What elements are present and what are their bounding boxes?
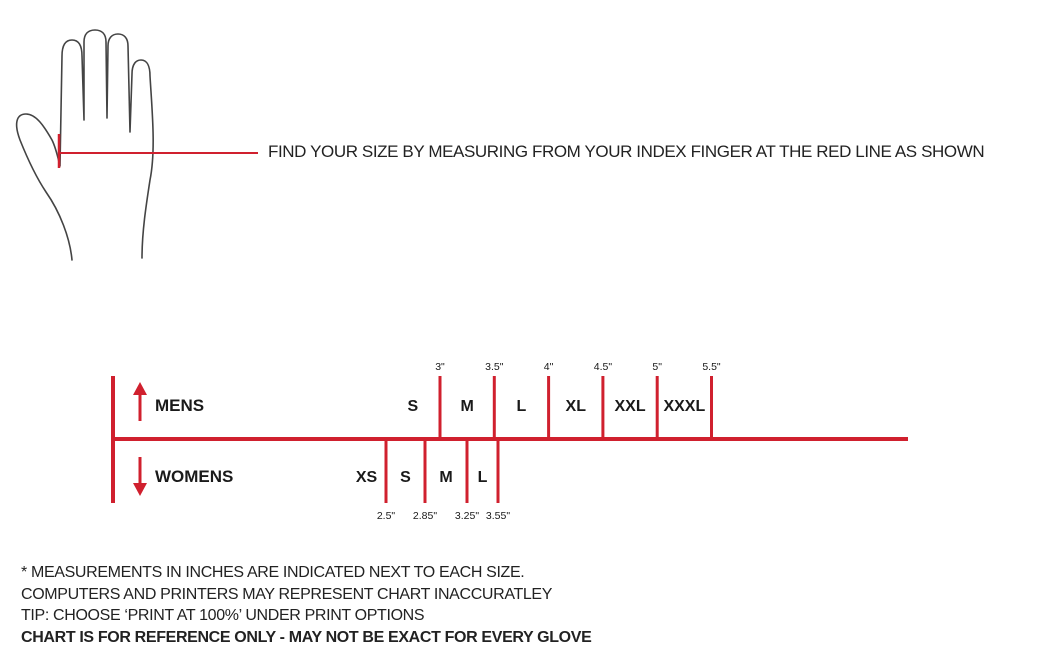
size-label: XL <box>565 398 586 415</box>
note-line: COMPUTERS AND PRINTERS MAY REPRESENT CHART INACCURATLEY <box>21 585 553 603</box>
note-line: * MEASUREMENTS IN INCHES ARE INDICATED NEXT TO EACH SIZE. <box>21 564 525 581</box>
size-label: S <box>407 398 419 415</box>
measurement-label: 3.55" <box>485 510 511 522</box>
size-label: L <box>477 469 488 486</box>
size-label: XS <box>355 469 378 486</box>
measurement-label: 2.85" <box>412 510 438 522</box>
arrow-down-icon <box>133 457 147 496</box>
size-label: M <box>439 469 453 486</box>
measurement-label: 3" <box>435 361 445 373</box>
size-label: L <box>516 398 527 415</box>
instruction-text: FIND YOUR SIZE BY MEASURING FROM YOUR INDEX FINGER AT THE RED LINE AS SHOWN <box>268 142 985 161</box>
size-chart <box>0 340 1047 540</box>
size-label: XXL <box>614 398 646 415</box>
measurement-label: 5.5" <box>702 361 721 373</box>
size-label: S <box>400 469 411 486</box>
arrow-up-icon <box>133 382 147 421</box>
note-line: TIP: CHOOSE ‘PRINT AT 100%’ UNDER PRINT OPTIONS <box>21 607 425 624</box>
hand-outline-icon <box>0 0 270 270</box>
size-label: M <box>460 398 474 415</box>
womens-scale <box>356 439 511 522</box>
notes <box>21 562 591 648</box>
measurement-label: 3.5" <box>485 361 504 373</box>
mens-scale <box>408 361 721 439</box>
size-label: XXXL <box>663 398 706 415</box>
womens-label: WOMENS <box>155 467 234 486</box>
measurement-label: 3.25" <box>454 510 480 522</box>
mens-label: MENS <box>155 396 205 415</box>
measurement-label: 4.5" <box>593 361 613 373</box>
measurement-label: 5" <box>652 361 662 373</box>
measurement-label: 4" <box>543 361 554 373</box>
hand-outline <box>17 30 154 260</box>
measurement-label: 2.5" <box>376 510 396 522</box>
note-disclaimer: CHART IS FOR REFERENCE ONLY - MAY NOT BE EXACT FOR EVERY GLOVE <box>21 628 592 646</box>
